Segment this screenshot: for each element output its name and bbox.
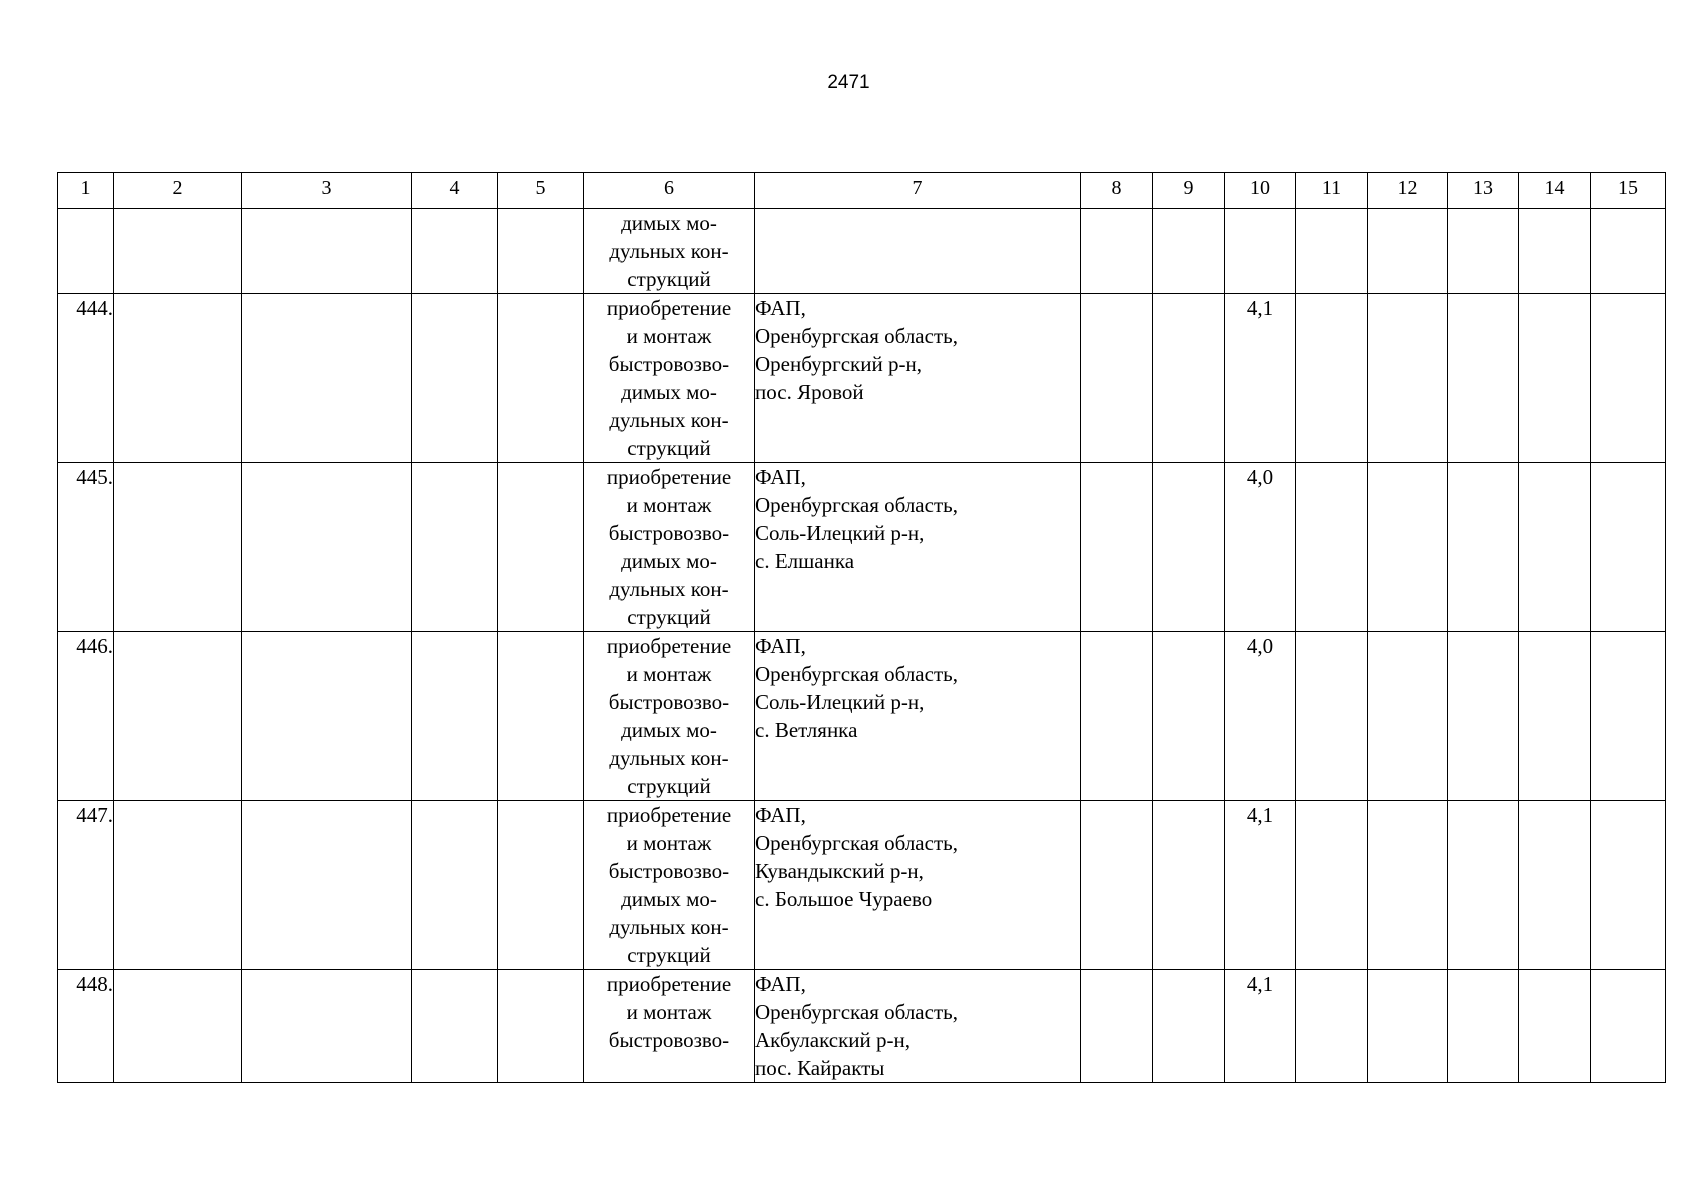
empty-cell xyxy=(1296,801,1368,970)
empty-cell xyxy=(1591,632,1666,801)
empty-cell xyxy=(114,801,242,970)
empty-cell xyxy=(1153,209,1225,294)
object-cell: ФАП, Оренбургская область, Соль-Илецкий р-н, с. Елшанка xyxy=(755,463,1081,632)
empty-cell xyxy=(1368,209,1448,294)
row-number-cell: 445. xyxy=(58,463,114,632)
header-cell: 6 xyxy=(584,173,755,209)
empty-cell xyxy=(1153,632,1225,801)
header-cell: 13 xyxy=(1448,173,1519,209)
empty-cell xyxy=(114,632,242,801)
object-cell: ФАП, Оренбургская область, Соль-Илецкий р-н, с. Ветлянка xyxy=(755,632,1081,801)
empty-cell xyxy=(1296,294,1368,463)
work-type-cell: приобретение и монтаж быстровозво- димых мо- дульных кон- струкций xyxy=(584,632,755,801)
work-type-cell: приобретение и монтаж быстровозво- xyxy=(584,970,755,1083)
empty-cell xyxy=(1519,209,1591,294)
header-cell: 10 xyxy=(1225,173,1296,209)
empty-cell xyxy=(755,209,1081,294)
work-type-cell: приобретение и монтаж быстровозво- димых мо- дульных кон- струкций xyxy=(584,801,755,970)
empty-cell xyxy=(1081,294,1153,463)
row-number-cell: 447. xyxy=(58,801,114,970)
value-cell: 4,0 xyxy=(1225,632,1296,801)
empty-cell xyxy=(412,463,498,632)
empty-cell xyxy=(114,970,242,1083)
value-cell: 4,0 xyxy=(1225,463,1296,632)
header-row xyxy=(58,173,1666,209)
value-cell: 4,1 xyxy=(1225,801,1296,970)
empty-cell xyxy=(1448,463,1519,632)
empty-cell xyxy=(1448,632,1519,801)
empty-cell xyxy=(1368,294,1448,463)
header-cell: 15 xyxy=(1591,173,1666,209)
row-number-cell: 444. xyxy=(58,294,114,463)
empty-cell xyxy=(1368,632,1448,801)
data-table xyxy=(57,172,1666,1083)
empty-cell xyxy=(498,209,584,294)
empty-cell xyxy=(1519,463,1591,632)
empty-cell xyxy=(412,294,498,463)
empty-cell xyxy=(1153,294,1225,463)
empty-cell xyxy=(242,970,412,1083)
empty-cell xyxy=(1591,463,1666,632)
empty-cell xyxy=(1368,801,1448,970)
empty-cell xyxy=(114,463,242,632)
table-row xyxy=(58,801,1666,970)
header-cell: 12 xyxy=(1368,173,1448,209)
empty-cell xyxy=(498,632,584,801)
header-cell: 14 xyxy=(1519,173,1591,209)
empty-cell xyxy=(1591,801,1666,970)
empty-cell xyxy=(1081,209,1153,294)
empty-cell xyxy=(1448,294,1519,463)
empty-cell xyxy=(242,294,412,463)
empty-cell xyxy=(1081,970,1153,1083)
empty-cell xyxy=(242,209,412,294)
empty-cell xyxy=(1081,801,1153,970)
row-number-cell: 448. xyxy=(58,970,114,1083)
empty-cell xyxy=(1368,970,1448,1083)
empty-cell xyxy=(498,970,584,1083)
empty-cell xyxy=(1519,632,1591,801)
empty-cell xyxy=(1519,294,1591,463)
header-cell: 11 xyxy=(1296,173,1368,209)
empty-cell xyxy=(58,209,114,294)
empty-cell xyxy=(1591,209,1666,294)
empty-cell xyxy=(1296,970,1368,1083)
table-row xyxy=(58,632,1666,801)
table-row xyxy=(58,970,1666,1083)
empty-cell xyxy=(242,801,412,970)
work-type-cell: димых мо- дульных кон- струкций xyxy=(584,209,755,294)
empty-cell xyxy=(1591,294,1666,463)
empty-cell xyxy=(412,970,498,1083)
empty-cell xyxy=(1081,463,1153,632)
empty-cell xyxy=(1448,209,1519,294)
empty-cell xyxy=(498,801,584,970)
empty-cell xyxy=(114,294,242,463)
continuation-row xyxy=(58,209,1666,294)
empty-cell xyxy=(412,209,498,294)
table-row xyxy=(58,294,1666,463)
empty-cell xyxy=(1296,463,1368,632)
empty-cell xyxy=(1296,209,1368,294)
header-cell: 8 xyxy=(1081,173,1153,209)
header-cell: 3 xyxy=(242,173,412,209)
empty-cell xyxy=(1519,801,1591,970)
header-cell: 2 xyxy=(114,173,242,209)
empty-cell xyxy=(1448,801,1519,970)
header-cell: 5 xyxy=(498,173,584,209)
empty-cell xyxy=(1153,463,1225,632)
object-cell: ФАП, Оренбургская область, Оренбургский р-н, пос. Яровой xyxy=(755,294,1081,463)
empty-cell xyxy=(1153,801,1225,970)
value-cell: 4,1 xyxy=(1225,294,1296,463)
header-cell: 1 xyxy=(58,173,114,209)
empty-cell xyxy=(242,463,412,632)
table-row xyxy=(58,463,1666,632)
header-cell: 9 xyxy=(1153,173,1225,209)
empty-cell xyxy=(1081,632,1153,801)
header-cell: 4 xyxy=(412,173,498,209)
page-number: 2471 xyxy=(827,72,870,93)
empty-cell xyxy=(1368,463,1448,632)
empty-cell xyxy=(1153,970,1225,1083)
empty-cell xyxy=(1296,632,1368,801)
empty-cell xyxy=(412,632,498,801)
object-cell: ФАП, Оренбургская область, Акбулакский р-н, пос. Кайракты xyxy=(755,970,1081,1083)
empty-cell xyxy=(498,294,584,463)
empty-cell xyxy=(242,632,412,801)
empty-cell xyxy=(1225,209,1296,294)
header-cell: 7 xyxy=(755,173,1081,209)
empty-cell xyxy=(1591,970,1666,1083)
empty-cell xyxy=(1519,970,1591,1083)
empty-cell xyxy=(1448,970,1519,1083)
object-cell: ФАП, Оренбургская область, Кувандыкский р-н, с. Большое Чураево xyxy=(755,801,1081,970)
work-type-cell: приобретение и монтаж быстровозво- димых мо- дульных кон- струкций xyxy=(584,294,755,463)
row-number-cell: 446. xyxy=(58,632,114,801)
empty-cell xyxy=(498,463,584,632)
empty-cell xyxy=(412,801,498,970)
value-cell: 4,1 xyxy=(1225,970,1296,1083)
empty-cell xyxy=(114,209,242,294)
work-type-cell: приобретение и монтаж быстровозво- димых мо- дульных кон- струкций xyxy=(584,463,755,632)
